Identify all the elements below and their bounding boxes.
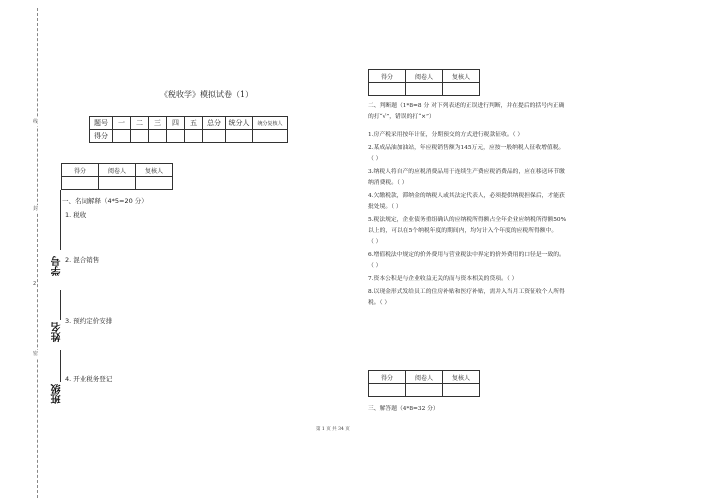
score-box-cell[interactable] [136, 177, 173, 190]
name-line [60, 290, 61, 320]
grade-cell: 统分复核人 [253, 117, 288, 130]
judge-line: 5.税法规定，企业债务重组确认的应纳税所得额占全年企业应纳税所得额50% [368, 217, 567, 223]
grade-cell: 题号 [90, 117, 113, 130]
student-id-line [60, 190, 61, 250]
judge-line: 6.增值税法中规定的价外费用与营业税法中界定的价外费用的口径是一致的。 [368, 252, 565, 258]
name-label: 姓名 [52, 322, 63, 342]
score-box-cell[interactable] [406, 384, 443, 397]
section2-heading-line2: 的打“√”，错误的打“×”） [368, 114, 435, 120]
score-box-cell[interactable] [99, 177, 136, 190]
score-box-header: 阅卷人 [406, 70, 443, 83]
score-box-cell[interactable] [443, 83, 480, 96]
score-box-header: 得分 [369, 371, 406, 384]
section2-heading-line1: 二、判断题（1*8=8 分 对下列表述的正误进行判断，并在提后的括号内正确 [368, 103, 565, 109]
section2-heading [368, 101, 648, 123]
grade-cell: 二 [131, 117, 149, 130]
grade-score-cell[interactable] [253, 130, 288, 143]
judge-line: 4.欠缴税款，滞纳金的纳税人或其法定代表人，必须提供纳税担保后，才能获 [368, 193, 565, 199]
binding-label-feng: 封 [33, 206, 39, 212]
grade-cell: 一 [113, 117, 131, 130]
score-box-header: 得分 [62, 164, 99, 177]
grade-cell: 总分 [203, 117, 226, 130]
score-box-cell[interactable] [369, 384, 406, 397]
judge-line: 税。（ ） [368, 300, 391, 306]
score-box-header: 复核人 [136, 164, 173, 177]
judge-line: 3.纳税人将自产的应税消费品用于连续生产费应税消费品的，应在移送环节缴 [368, 169, 565, 175]
grade-score-cell[interactable] [226, 130, 253, 143]
binding-label-mi: 密 [33, 351, 39, 357]
binding-label-2: 2 [33, 281, 37, 287]
grade-score-cell[interactable] [185, 130, 203, 143]
grade-score-cell[interactable] [113, 130, 131, 143]
score-box-section3 [368, 370, 480, 397]
score-box-section2 [368, 69, 480, 96]
score-box-section1 [61, 163, 173, 190]
score-box-header: 得分 [369, 70, 406, 83]
judge-line: 1.房产税采用按年计征，分期预交的方式进行税款征收。（ ） [368, 132, 524, 138]
judge-line: 以上的，可以在5个纳税年度的期间内，均匀计入个年度的应税所得额中。 [368, 228, 558, 234]
binding-label-xian: 线 [33, 119, 39, 125]
grade-cell: 五 [185, 117, 203, 130]
grade-score-label: 得分 [90, 130, 113, 143]
section1-heading: 一、名词解释（4*5=20 分） [62, 197, 148, 205]
section1-item: 4. 开业税务登记 [65, 375, 113, 383]
judge-line: 纳消费税。（ ） [368, 180, 408, 186]
exam-title: 《税收学》模拟试卷（1） [160, 90, 254, 99]
grade-cell: 统分人 [226, 117, 253, 130]
section1-item: 3. 预约定价安排 [65, 317, 113, 325]
grade-table-header-row [90, 117, 288, 130]
score-box-cell[interactable] [406, 83, 443, 96]
grade-table-score-row [90, 130, 288, 143]
score-box-cell[interactable] [443, 384, 480, 397]
score-box-header: 阅卷人 [99, 164, 136, 177]
class-label: 班级 [52, 384, 63, 404]
grade-score-cell[interactable] [203, 130, 226, 143]
judge-line: 2.某成品油加油站，年应税销售额为145万元，应按一般纳税人征收增值税。 [368, 145, 565, 151]
grade-score-cell[interactable] [131, 130, 149, 143]
section3-heading: 三、解答题（4*8=32 分） [368, 406, 439, 412]
judge-line: 8.以现金形式发给员工的住房补贴和医疗补贴，需并入当月工资征收个人所得 [368, 289, 565, 295]
score-box-cell[interactable] [62, 177, 99, 190]
score-box-header: 阅卷人 [406, 371, 443, 384]
grade-cell: 三 [149, 117, 167, 130]
judge-line: 批处境。（ ） [368, 204, 402, 210]
judge-line: （ ） [368, 156, 382, 162]
page-footer: 第 1 页 共 34 页 [316, 427, 350, 432]
judge-line: （ ） [368, 239, 382, 245]
score-box-header: 复核人 [443, 371, 480, 384]
student-id-label: 学号 [52, 256, 63, 276]
binding-dash-line [37, 8, 38, 498]
judge-line: （ ） [368, 263, 382, 269]
section2-questions [368, 130, 648, 309]
section1-item: 2. 混合销售 [65, 256, 100, 264]
section1-item: 1. 税收 [65, 211, 87, 219]
grade-cell: 四 [167, 117, 185, 130]
judge-line: 7.资本公积是与企业收益无关的而与资本相关的贷项。（ ） [368, 276, 518, 282]
score-box-header: 复核人 [443, 70, 480, 83]
score-box-cell[interactable] [369, 83, 406, 96]
grade-score-cell[interactable] [149, 130, 167, 143]
grade-table [89, 116, 288, 143]
class-line [60, 350, 61, 382]
grade-score-cell[interactable] [167, 130, 185, 143]
